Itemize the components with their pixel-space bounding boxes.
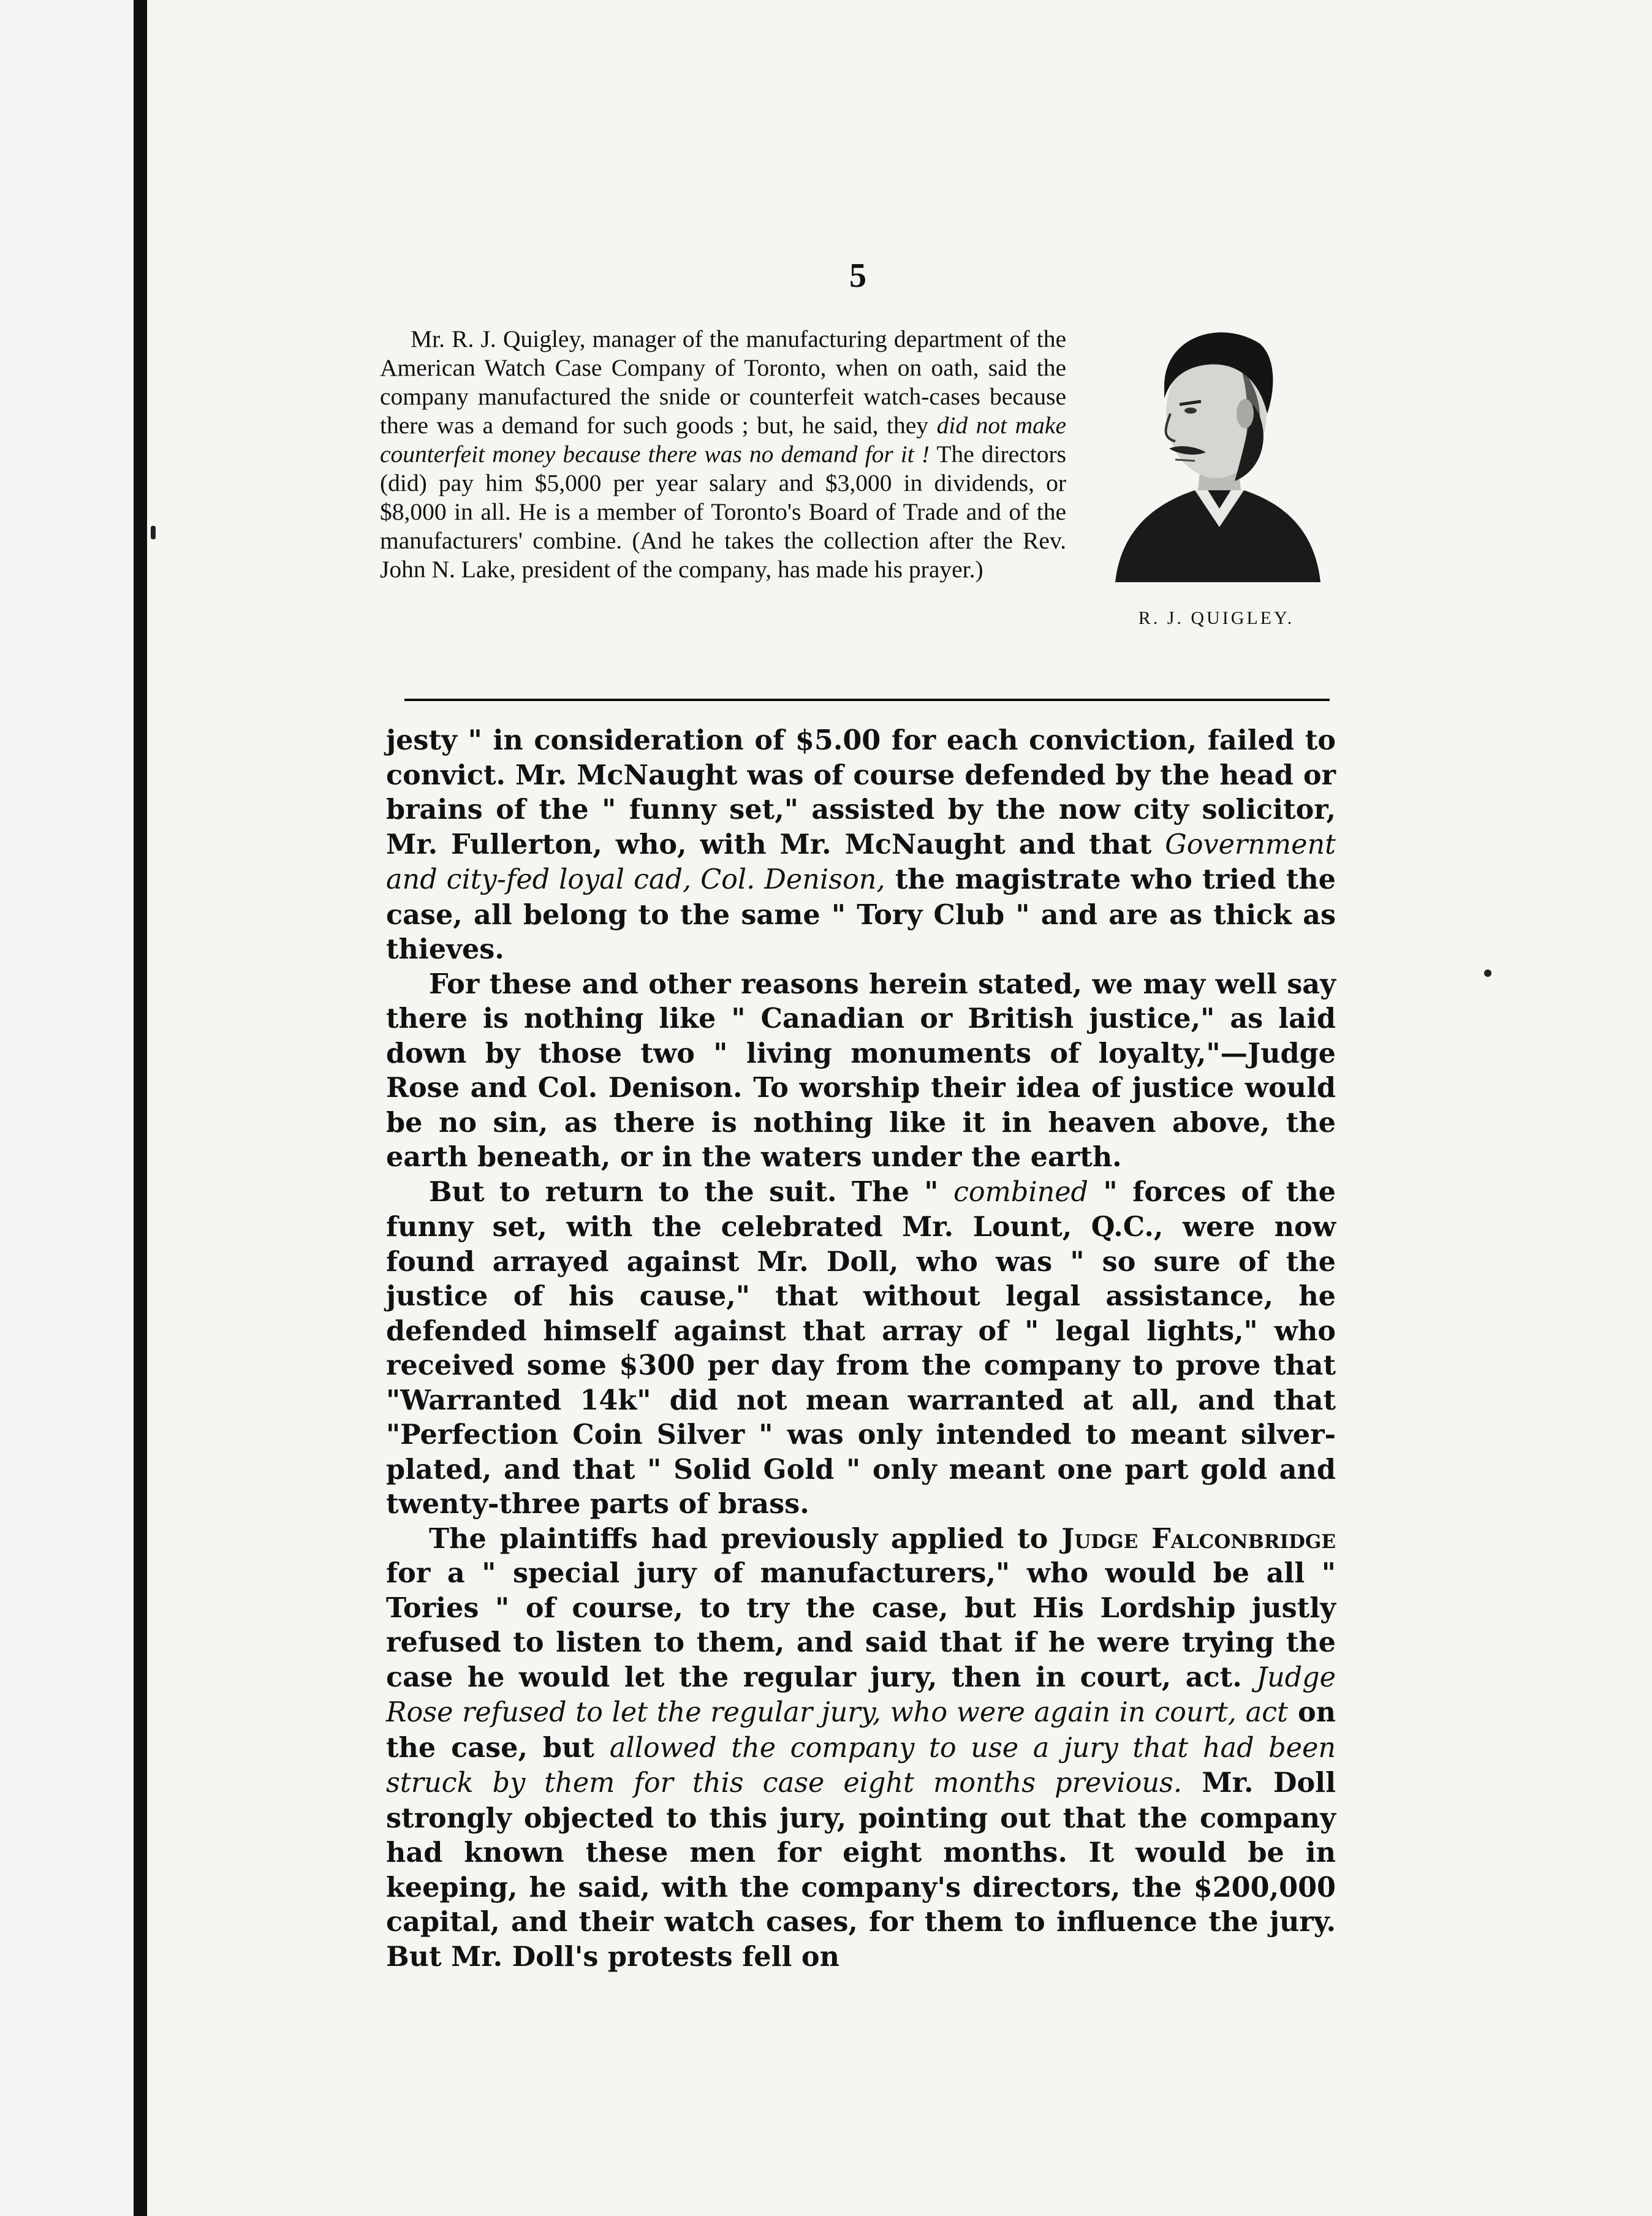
caption-italic-text: did not make counterfeit money because there was no demand for it ! [380,412,1066,468]
body-text [386,723,1336,1974]
section-divider [404,699,1330,701]
portrait-caption [380,325,1066,584]
portrait-coat [1115,490,1320,582]
paragraph-4-text-c: on the case, but [386,1696,1336,1764]
caption-text-1: Mr. R. J. Quigley, manager of the manufacturing department of the American Watch Case Company of Toronto, when on oath, said the company manufactured the snide or counterfeit watch-cases because there was a demand for such goods ; but, he said, they [380,325,1066,439]
portrait-engraving [1103,306,1330,582]
paragraph-4-text-b: for a " special jury of manufacturers," who would be all " Tories " of course, to try the case, but His Lordship justly refused to listen to them, and said that if he were trying the case he would let the regular jury, then in court, act. [386,1557,1336,1693]
paragraph-1 [386,723,1336,967]
scan-speck [151,526,156,539]
binding-gutter [134,0,147,2216]
paragraph-2: For these and other reasons herein stated, we may well say there is nothing like " Canadian or British justice," as laid down by those two " living monuments of loyalty,"—Judge Rose and Col. Denison. To worship their idea of justice would be no sin, as there is nothing like it in heaven above, the earth beneath, or in the waters under the earth. [386,968,1336,1173]
paragraph-3-italic: combined [953,1176,1089,1208]
paragraph-4-text-a: The plaintiffs had previously applied to [429,1522,1062,1555]
paragraph-1-text-a: jesty " in consideration of $5.00 for each conviction, failed to convict. Mr. McNaught was of course defended by the head or brains of the " funny set," assisted by the now city solicitor, Mr. Fullerton, who, with Mr. McNaught and that [386,724,1336,860]
caption-text-2: The directors (did) pay him $5,000 per year salary and $3,000 in dividends, or $8,000 in all. He is a member of Toronto's Board of Trade and of the manufacturers' combine. (And he takes the collection after the Rev. John N. Lake, president of the company, has made his prayer.) [380,441,1066,583]
paragraph-3-text-a: But to return to the suit. The " [429,1175,953,1208]
paragraph-4 [386,1522,1336,1975]
paragraph-3 [386,1175,1336,1522]
paragraph-4-italic-1: Judge Rose refused to let the regular jury, who were again in court, act [386,1661,1336,1728]
paragraph-4-smallcaps: Judge Falconbridge [1061,1522,1336,1555]
paragraph-1-italic: Government and city-fed loyal cad, Col. Denison, [386,829,1336,895]
paragraph-4-text-d: Mr. Doll strongly objected to this jury, pointing out that the company had known these men for eight months. It would be in keeping, he said, with the company's directors, the $200,000 capital, and their watch cases, for them to influence the jury. But Mr. Doll's protests fell on [386,1767,1336,1973]
paragraph-4-italic-2: allowed the company to use a jury that had been struck by them for this case eight months previous. [386,1732,1336,1799]
portrait-label: R. J. QUIGLEY. [1138,608,1295,628]
page-number: 5 [849,257,866,295]
paragraph-3-text-b: " forces of the funny set, with the celebrated Mr. Lount, Q.C., were now found arrayed against Mr. Doll, who was " so sure of the justice of his cause," that without legal assistance, he defended himself against that array of " legal lights," who received some $300 per day from the company to prove that "Warranted 14k" did not mean warranted at all, and that "Perfection Coin Silver " was only intended to meant silver-plated, and that " Solid Gold " only meant one part gold and twenty-three parts of brass. [386,1175,1336,1520]
scan-speck [1484,970,1491,977]
facing-page-edge [0,0,134,2216]
paragraph-1-text-b: the magistrate who tried the case, all belong to the same " Tory Club " and are as thick as thieves. [386,863,1336,965]
